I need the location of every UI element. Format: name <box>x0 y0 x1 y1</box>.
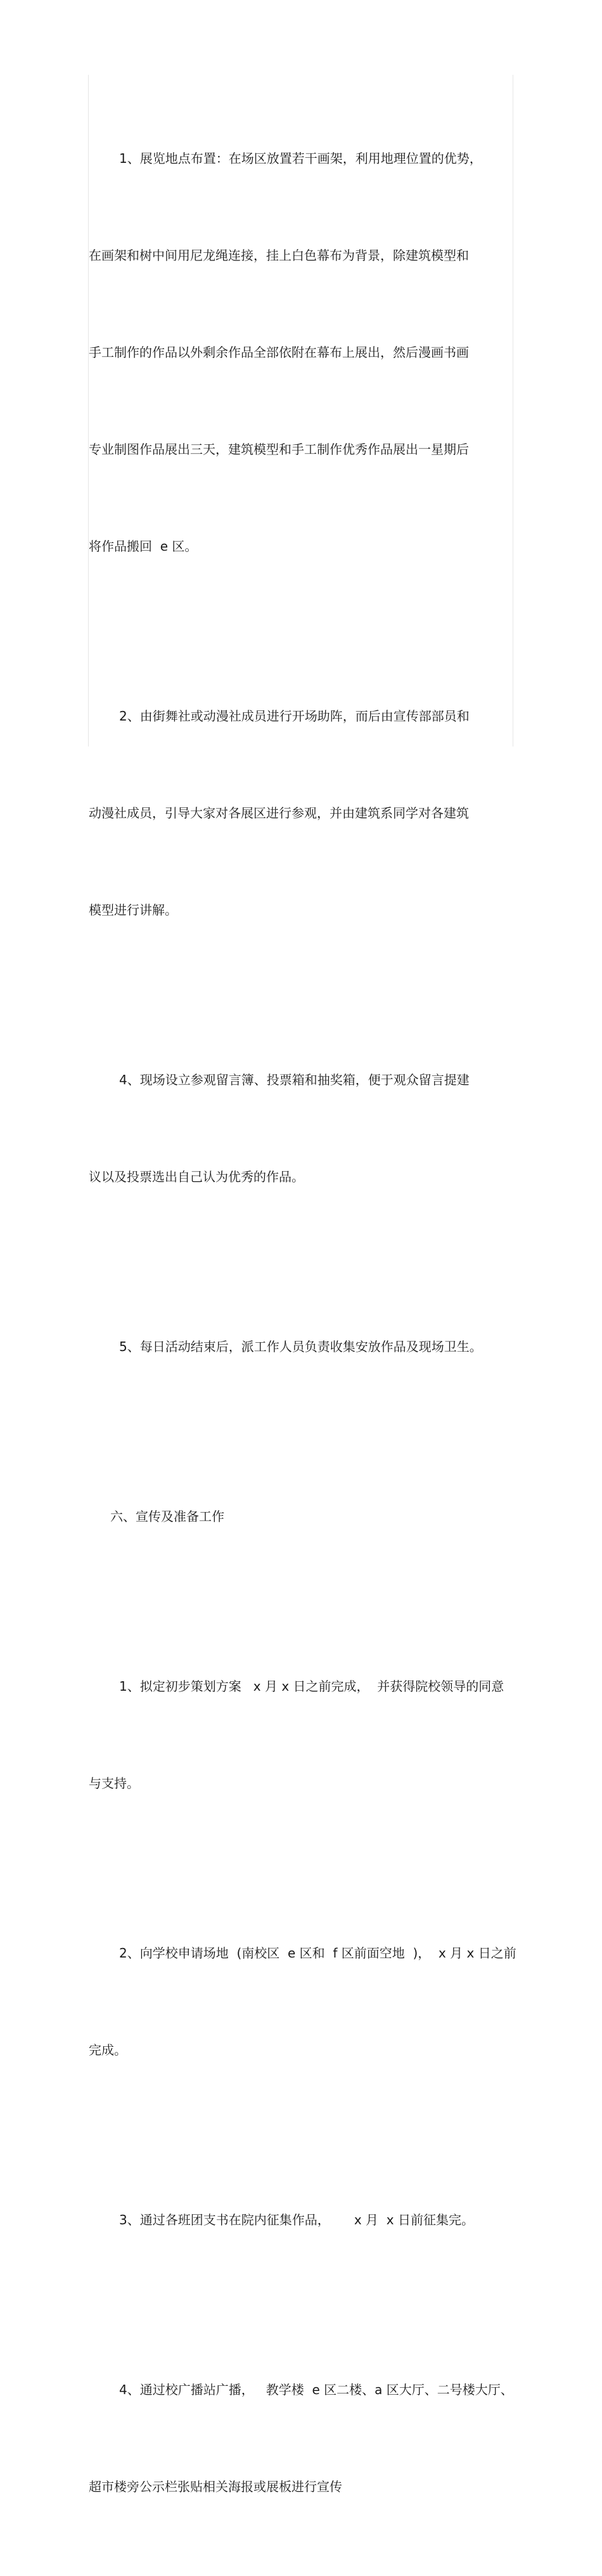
section-heading-publicity <box>89 1436 510 1598</box>
text-line: 2、向学校申请场地 (南校区 e 区和 f 区前面空地 )， x 月 x 日之前 <box>119 1945 516 1961</box>
paragraph-daily-cleanup <box>89 1266 510 1428</box>
text-line: 4、通过校广播站广播， 教学楼 e 区二楼、a 区大厅、二号楼大厅、 <box>119 2382 513 2397</box>
paragraph-draft-plan <box>89 1606 510 1864</box>
text-line: 将作品搬回 e 区。 <box>89 539 198 554</box>
text-line: 5、每日活动结束后，派工作人员负责收集安放作品及现场卫生。 <box>119 1339 482 1354</box>
text-line: 3、通过各班团支书在院内征集作品， x 月 x 日前征集完。 <box>119 2212 474 2227</box>
paragraph-broadcast-publicity <box>89 2309 513 2568</box>
paragraph-venue-request <box>89 1873 516 2131</box>
text-line: 议以及投票选出自己认为优秀的作品。 <box>89 1169 304 1184</box>
text-line: 模型进行讲解。 <box>89 902 177 918</box>
heading-text: 六、宣传及准备工作 <box>110 1509 224 1524</box>
text-line: 1、展览地点布置：在场区放置若干画架，利用地理位置的优势， <box>119 151 482 166</box>
text-line: 4、现场设立参观留言簿、投票箱和抽奖箱，便于观众留言提建 <box>119 1072 470 1087</box>
paragraph-collect-works <box>89 2139 510 2301</box>
text-line: 完成。 <box>89 2042 127 2058</box>
text-line: 2、由街舞社或动漫社成员进行开场助阵，而后由宣传部部员和 <box>119 708 470 724</box>
document-body <box>89 78 516 2576</box>
text-line: 超市楼旁公示栏张贴相关海报或展板进行宣传 <box>89 2479 342 2494</box>
paragraph-guestbook-voting <box>89 999 510 1258</box>
paragraph-opening-performance <box>89 636 510 991</box>
paragraph-exhibition-layout <box>89 78 510 627</box>
text-line: 在画架和树中间用尼龙绳连接，挂上白色幕布为背景，除建筑模型和 <box>89 248 469 263</box>
text-line: 1、拟定初步策划方案 x 月 x 日之前完成， 并获得院校领导的同意 <box>119 1679 504 1694</box>
text-line: 与支持。 <box>89 1776 139 1791</box>
text-line: 手工制作的作品以外剩余作品全部依附在幕布上展出，然后漫画书画 <box>89 345 469 360</box>
text-line: 专业制图作品展出三天，建筑模型和手工制作优秀作品展出一星期后 <box>89 442 469 457</box>
text-line: 动漫社成员，引导大家对各展区进行参观，并由建筑系同学对各建筑 <box>89 805 469 821</box>
